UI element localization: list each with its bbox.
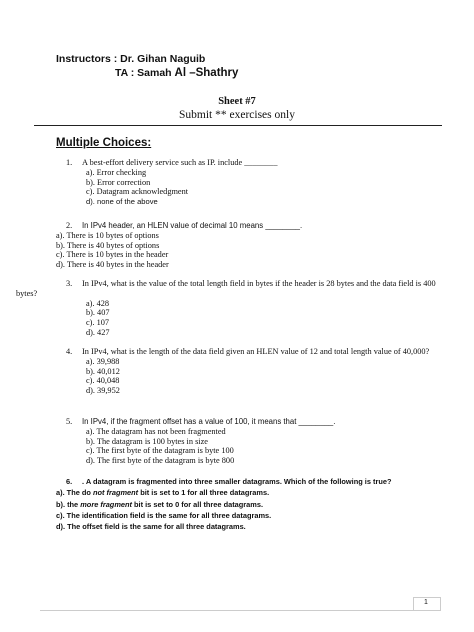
option-a: a). There is 10 bytes of options [56,230,159,240]
question-number: 2. [66,221,73,230]
option-d: d). There is 40 bytes in the header [56,260,169,270]
option-d: d). The first byte of the datagram is byte 800 [86,456,235,466]
option-c: c). There is 10 bytes in the header [56,250,169,260]
question-stem: In IPv4, if the fragment offset has a value of 100, it means that ________. [82,417,336,426]
question-number: 6. [66,477,73,486]
ta-prefix: TA : Samah [115,67,175,79]
option-b: b). There is 40 bytes of options [56,240,160,250]
option-c: c). 107 [86,318,110,328]
question-number: 5. [66,417,73,426]
option-a: a). 428 [86,298,110,308]
option-b: b). The datagram is 100 bytes in size [86,436,208,446]
option-a: a). The datagram has not been fragmented [86,426,226,436]
question-1 [56,158,436,207]
option-c: c). Datagram acknowledgment [86,187,189,197]
question-stem: . A datagram is fragmented into three smaller datagrams. Which of the following is true? [82,477,392,486]
option-b: b). Error correction [86,177,151,187]
instructors-line: Instructors : Dr. Gihan Naguib [56,53,206,65]
question-5 [56,417,436,466]
option-b: b). 407 [86,308,110,318]
option-b: b). 40,012 [86,366,120,376]
option-a: a). 39,988 [86,356,120,366]
option-a-text-end: bit is set to 1 for all three datagrams. [138,488,270,498]
options-list [56,487,436,532]
options-list [86,427,436,466]
sheet-title: Sheet #7 [218,96,256,107]
question-number: 1. [66,158,73,167]
option-b-emphasis: more fragment [80,499,132,509]
footer-line [40,610,440,611]
option-a-text: a). The do [56,488,93,498]
option-c: c). The first byte of the datagram is byte 100 [86,446,234,456]
option-b-text: b). the [56,499,81,509]
option-d: d). The offset field is the same for all three datagrams. [56,522,246,532]
question-3 [16,279,436,338]
ta-name: Al –Shathry [174,67,239,79]
question-stem: In IPv4 header, an HLEN value of decimal 10 means ________. [82,221,303,230]
option-d: d). none of the above [86,197,158,207]
option-b [56,499,436,510]
question-stem: A best-effort delivery service such as IP. include ________ [82,158,278,167]
options-list [86,168,436,207]
page-number: 1 [424,599,428,606]
option-a [56,487,436,498]
section-heading: Multiple Choices: [56,137,152,149]
question-4 [56,347,436,396]
option-a: a). Error checking [86,167,147,177]
question-stem-text: In IPv4, what is the value of the total length field in bytes if the header is 28 bytes and the data field is 400 bytes? [16,279,436,298]
question-6 [56,476,436,532]
question-2 [56,221,436,270]
question-stem: In IPv4, what is the length of the data field given an HLEN value of 12 and total length value of 40,000? [82,347,430,356]
horizontal-rule [34,125,442,126]
option-d: d). 39,952 [86,386,120,396]
ta-line [115,67,238,79]
options-list [86,299,436,338]
options-list [86,357,436,396]
option-c: c). 40,048 [86,376,120,386]
option-a-emphasis: not fragment [92,488,139,498]
submit-note: Submit ** exercises only [179,109,295,121]
option-b-text-end: bit is set to 0 for all three datagrams. [131,499,263,509]
question-number: 4. [66,347,73,356]
option-d: d). 427 [86,327,110,337]
options-list [56,231,436,270]
option-c: c). The identification field is the same for all three datagrams. [56,510,272,520]
question-number: 3. [66,279,73,288]
